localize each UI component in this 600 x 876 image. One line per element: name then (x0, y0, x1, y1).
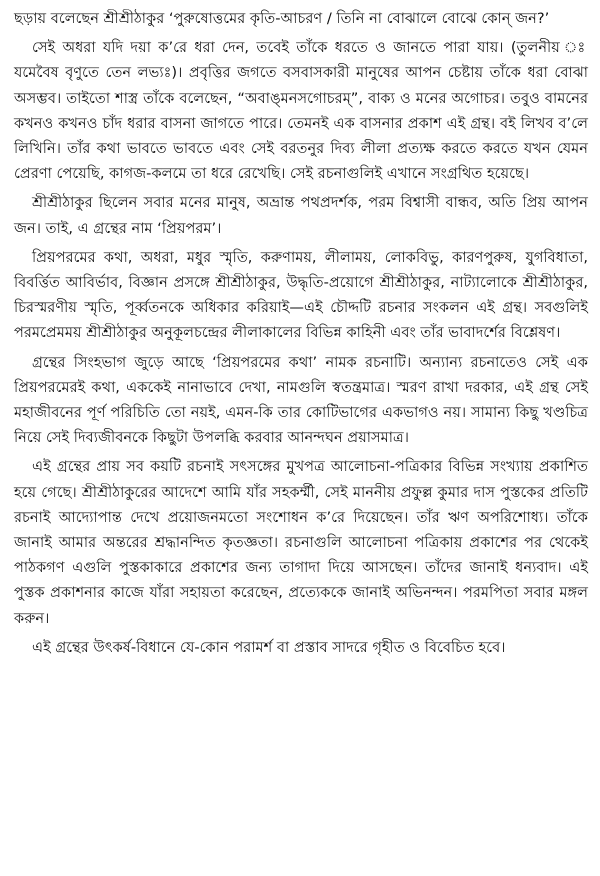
document-page (14, 6, 588, 664)
paragraph-contents-list: প্রিয়পরমের কথা, অধরা, মধুর স্মৃতি, করুণাময়, লীলাময়, লোকবিভু, কারণপুরুষ, যুগবিধাতা, বিবর্ত্তিত আবির্ভাব, বিজ্ঞান প্রসঙ্গে শ্রীশ্রীঠাকুর, উদ্ধৃতি-প্রয়োগে শ্রীশ্রীঠাকুর, নাট্যালোকে শ্রীশ্রীঠাকুর, চিরস্মরণীয় স্মৃতি, পূর্ব্বতনকে অধিকার করিয়াই—এই চৌদ্দটি রচনার সংকলন এই গ্রন্থ। সবগুলিই পরমপ্রেমময় শ্রীশ্রীঠাকুর অনুকূলচন্দ্রের লীলাকালের বিভিন্ন কাহিনী এবং তাঁর ভাবাদর্শের বিশ্লেষণ। (14, 248, 588, 342)
paragraph-title-origin: শ্রীশ্রীঠাকুর ছিলেন সবার মনের মানুষ, অভ্রান্ত পথপ্রদর্শক, পরম বিশ্বাসী বান্ধব, অতি প্রিয় আপন জন। তাই, এ গ্রন্থের নাম ‘প্রিয়পরম’। (14, 194, 588, 237)
paragraph-acknowledgements: এই গ্রন্থের প্রায় সব কয়টি রচনাই সৎসঙ্গের মুখপত্র আলোচনা-পত্রিকার বিভিন্ন সংখ্যায় প্রকাশিত হয়ে গেছে। শ্রীশ্রীঠাকুরের আদেশে আমি যাঁর সহকর্ম্মী, সেই মাননীয় প্রফুল্ল কুমার দাস পুস্তকের প্রতিটি রচনাই আদ্যোপান্ত দেখে প্রয়োজনমতো সংশোধন ক’রে দিয়েছেন। তাঁর ঋণ অপরিশোধ্য। তাঁকে জানাই আমার অন্তরের শ্রদ্ধানন্দিত কৃতজ্ঞতা। রচনাগুলি আলোচনা পত্রিকায় প্রকাশের পর থেকেই পাঠকগণ এগুলি পুস্তকাকারে প্রকাশের জন্য তাগাদা দিয়ে আসছেন। তাঁদের জানাই ধন্যবাদ। এই পুস্তক প্রকাশনার কাজে যাঁরা সহায়তা করেছেন, প্রত্যেককে জানাই অভিনন্দন। পরমপিতা সবার মঙ্গল করুন। (14, 458, 588, 627)
paragraph-main-essay: গ্রন্থের সিংহভাগ জুড়ে আছে ‘প্রিয়পরমের কথা’ নামক রচনাটি। অন্যান্য রচনাতেও সেই এক প্রিয়পরমেরই কথা, এককেই নানাভাবে দেখা, নামগুলি স্বতন্ত্রমাত্র। স্মরণ রাখা দরকার, এই গ্রন্থ সেই মহাজীবনের পূর্ণ পরিচিতি তো নয়ই, এমন-কি তার কোটিভাগের একভাগও নয়। সামান্য কিছু খণ্ডচিত্র নিয়ে সেই দিব্যজীবনকে কিছুটা উপলব্ধি করবার আনন্দঘন প্রয়াসমাত্র। (14, 353, 588, 447)
paragraph-adhara: সেই অধরা যদি দয়া ক’রে ধরা দেন, তবেই তাঁকে ধরতে ও জানতে পারা যায়। (তুলনীয় ঃ যমেবৈষ বৃণুতে তেন লভ্যঃ)। প্রবৃত্তির জগতে বসবাসকারী মানুষের আপন চেষ্টায় তাঁকে ধরা বোঝা অসম্ভব। তাইতো শাস্ত্র তাঁকে বলেছেন, “অবাঙ্‌মনসগোচরম্”, বাক্য ও মনের অগোচর। তবুও বামনের কখনও কখনও চাঁদ ধরার বাসনা জাগতে পারে। তেমনই এক বাসনার প্রকাশ এই গ্রন্থ। বই লিখব ব’লে লিখিনি। তাঁর কথা ভাবতে ভাবতে এবং সেই বরতনুর দিব্য লীলা প্রত্যক্ষ করতে করতে যখন যেমন প্রেরণা পেয়েছি, কাগজ-কলমে তা ধরে রেখেছি। সেই রচনাগুলিই এখানে সংগ্রথিত হয়েছে। (14, 39, 588, 183)
paragraph-closing: এই গ্রন্থের উৎকর্ষ-বিধানে যে-কোন পরামর্শ বা প্রস্তাব সাদরে গৃহীত ও বিবেচিত হবে। (32, 638, 506, 656)
paragraph-verse: ছড়ায় বলেছেন শ্রীশ্রীঠাকুর ‘পুরুষোত্তমের কৃতি-আচরণ / তিনি না বোঝালে বোঝে কোন্ জন?’ (14, 10, 550, 27)
